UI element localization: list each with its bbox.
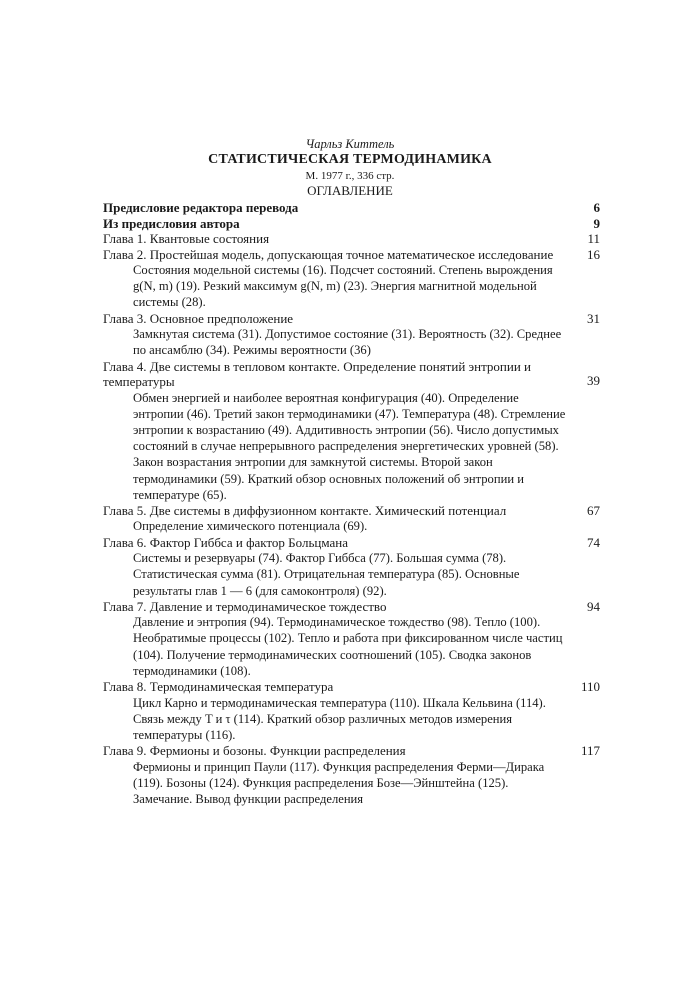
toc-entry-page: 6 — [593, 200, 600, 215]
toc-entry-title: Глава 5. Две системы в диффузионном контакте. Химический потенциал — [103, 502, 507, 518]
toc-entry-page: 94 — [587, 598, 600, 614]
toc-entry — [103, 231, 600, 247]
toc-entry-page: 74 — [587, 534, 600, 550]
toc-entry — [103, 247, 600, 311]
toc-entry-sections: Цикл Карно и термодинамическая температура (110). Шкала Кельвина (114). Связь между T и τ (114). Краткий обзор различных методов измерения температуры (116). — [133, 695, 546, 742]
toc-entry — [103, 503, 600, 535]
toc-entry-title: Глава 2. Простейшая модель, допускающая точное математическое исследование — [103, 246, 554, 262]
toc-entry-page: 16 — [587, 246, 600, 262]
toc-entry-page: 31 — [587, 310, 600, 326]
book-title: СТАТИСТИЧЕСКАЯ ТЕРМОДИНАМИКА — [208, 152, 492, 167]
toc-entry-page: 110 — [580, 679, 600, 695]
toc-entry — [103, 743, 600, 807]
toc-entry — [103, 535, 600, 599]
toc-entry-title: Глава 9. Фермионы и бозоны. Функции распределения — [103, 743, 406, 759]
toc-entry — [103, 679, 600, 743]
toc-entry-page: 39 — [587, 372, 600, 388]
toc-entry-page: 117 — [580, 743, 600, 759]
toc-entry-title: Предисловие редактора перевода — [103, 200, 299, 215]
toc-entry-sections: Системы и резервуары (74). Фактор Гиббса (77). Большая сумма (78). Статистическая сумма (81). Отрицательная температура (85). Основные результаты глав 1 — 6 (для самоконтроля) (92). — [133, 551, 520, 598]
toc-entry — [103, 216, 600, 232]
toc-entry-title: Глава 8. Термодинамическая температура — [103, 679, 334, 695]
toc-entry-sections: Состояния модельной системы (16). Подсчет состояний. Степень вырождения g(N, m) (19). Резкий максимум g(N, m) (23). Энергия магнитной модельной системы (28). — [133, 263, 553, 310]
toc-entry-sections: Обмен энергией и наиболее вероятная конфигурация (40). Определение энтропии (46). Третий закон термодинамики (47). Температура (48). Стремление энтропии к возрастанию (49). Аддитивность энтропии (56). Число допустимых состояний в случае непрерывного распределения энергетических уровней (58). Закон возрастания энтропии для замкнутой системы. Второй закон термодинамики (59). Краткий обзор основных положений об энтропии и температуре (65). — [133, 390, 566, 502]
toc-entry — [103, 200, 600, 216]
toc-entry — [103, 359, 600, 503]
toc-entry-sections: Фермионы и принцип Паули (117). Функция распределения Ферми—Дирака (119). Бозоны (124). Функция распределения Бозе—Эйнштейна (125). Замечание. Вывод функции распределения — [133, 759, 545, 807]
book-author: Чарльз Киттель — [305, 137, 395, 151]
toc-entry-title: Глава 1. Квантовые состояния — [103, 231, 270, 246]
toc-entry-page: 9 — [593, 215, 600, 231]
toc-entry-title: Глава 7. Давление и термодинамическое тождество — [103, 598, 387, 614]
toc-entry-sections: Определение химического потенциала (69). — [133, 519, 368, 534]
toc-entry-title: Глава 6. Фактор Гиббса и фактор Больцмана — [103, 534, 348, 550]
toc-entry-title: Из предисловия автора — [103, 215, 240, 231]
toc-entry — [103, 311, 600, 359]
book-imprint: М. 1977 г., 336 стр. — [305, 170, 395, 182]
toc-entry-sections: Давление и энтропия (94). Термодинамическое тождество (98). Тепло (100). Необратимые процессы (102). Тепло и работа при фиксированном числе частиц (104). Получение термодинамических соотношений (105). Сводка законов термодинамики (108). — [133, 615, 563, 678]
toc-entry-sections: Замкнутая система (31). Допустимое состояние (31). Вероятность (32). Среднее по ансамблю (34). Режимы вероятности (36) — [133, 327, 562, 358]
toc-entry-title: Глава 3. Основное предположение — [103, 310, 294, 326]
toc-entry-page: 67 — [587, 502, 600, 518]
toc-entry-title: Глава 4. Две системы в тепловом контакте. Определение понятий энтропии и температуры — [103, 358, 531, 390]
toc-entry-page: 11 — [587, 231, 600, 246]
toc-heading: ОГЛАВЛЕНИЕ — [307, 183, 393, 198]
table-of-contents — [103, 200, 600, 807]
toc-entry — [103, 599, 600, 679]
